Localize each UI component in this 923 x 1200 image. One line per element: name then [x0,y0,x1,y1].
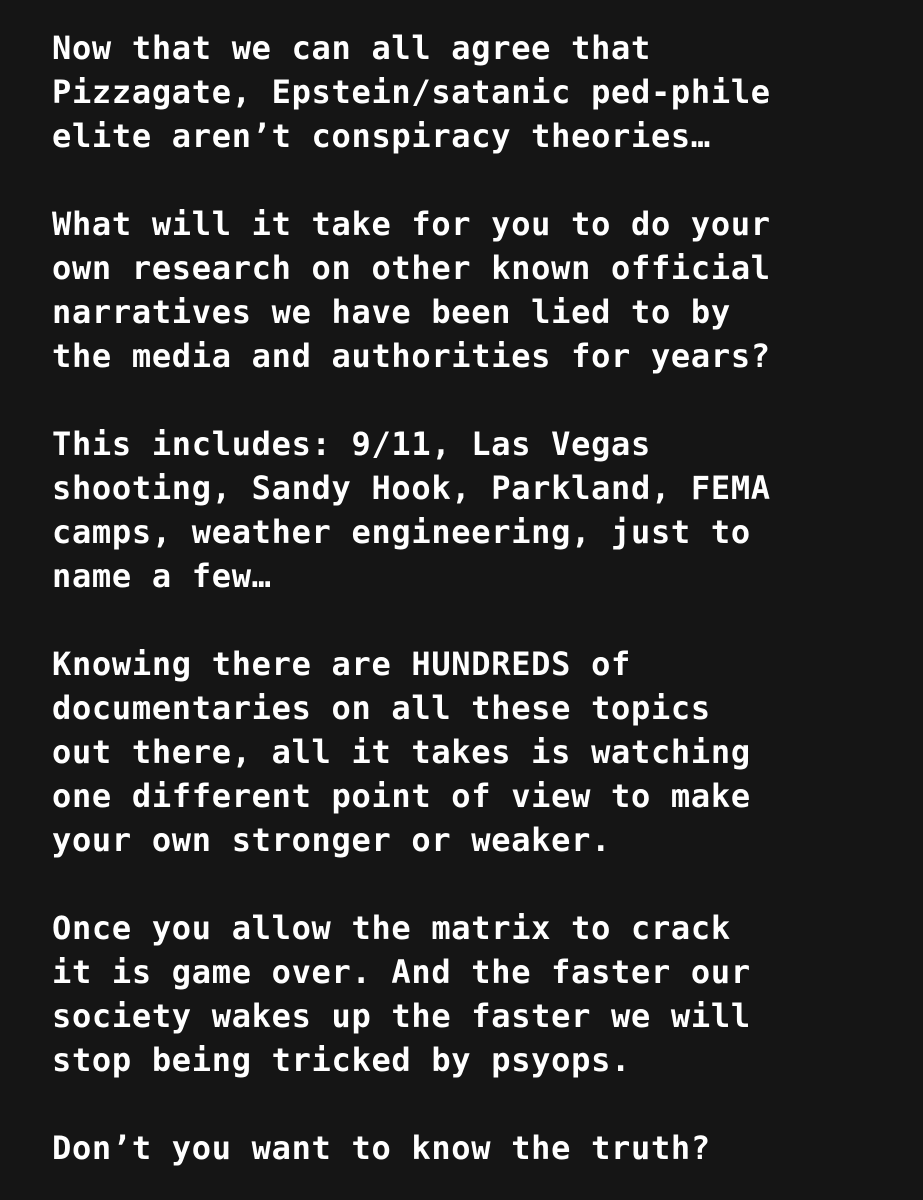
paragraph-spacer [52,598,912,642]
text-line: narratives we have been lied to by [52,293,731,331]
text-line: This includes: 9/11, Las Vegas [52,425,651,463]
paragraph-spacer [52,862,912,906]
text-line: Once you allow the matrix to crack [52,909,731,947]
text-line: name a few… [52,557,272,595]
text-line: Now that we can all agree that [52,29,651,67]
post-text [52,26,912,1170]
paragraph-matrix [52,906,912,1082]
text-line: your own stronger or weaker. [52,821,612,859]
text-line: Pizzagate, Epstein/satanic ped-phile [52,73,771,111]
paragraph-intro [52,26,912,158]
text-line: one different point of view to make [52,777,751,815]
paragraph-spacer [52,158,912,202]
paragraph-spacer [52,378,912,422]
text-line: stop being tricked by psyops. [52,1041,632,1079]
paragraph-question [52,202,912,378]
text-line: What will it take for you to do your [52,205,771,243]
paragraph-list [52,422,912,598]
text-line: society wakes up the faster we will [52,997,751,1035]
paragraph-spacer [52,1082,912,1126]
text-line: elite aren’t conspiracy theories… [52,117,711,155]
paragraph-documentaries [52,642,912,862]
text-line: camps, weather engineering, just to [52,513,751,551]
text-line: it is game over. And the faster our [52,953,751,991]
paragraph-closing [52,1126,912,1170]
text-line: out there, all it takes is watching [52,733,751,771]
text-line: the media and authorities for years? [52,337,771,375]
text-line: Knowing there are HUNDREDS of [52,645,632,683]
text-line: own research on other known official [52,249,771,287]
text-line: shooting, Sandy Hook, Parkland, FEMA [52,469,771,507]
text-line: Don’t you want to know the truth? [52,1129,711,1167]
text-line: documentaries on all these topics [52,689,711,727]
